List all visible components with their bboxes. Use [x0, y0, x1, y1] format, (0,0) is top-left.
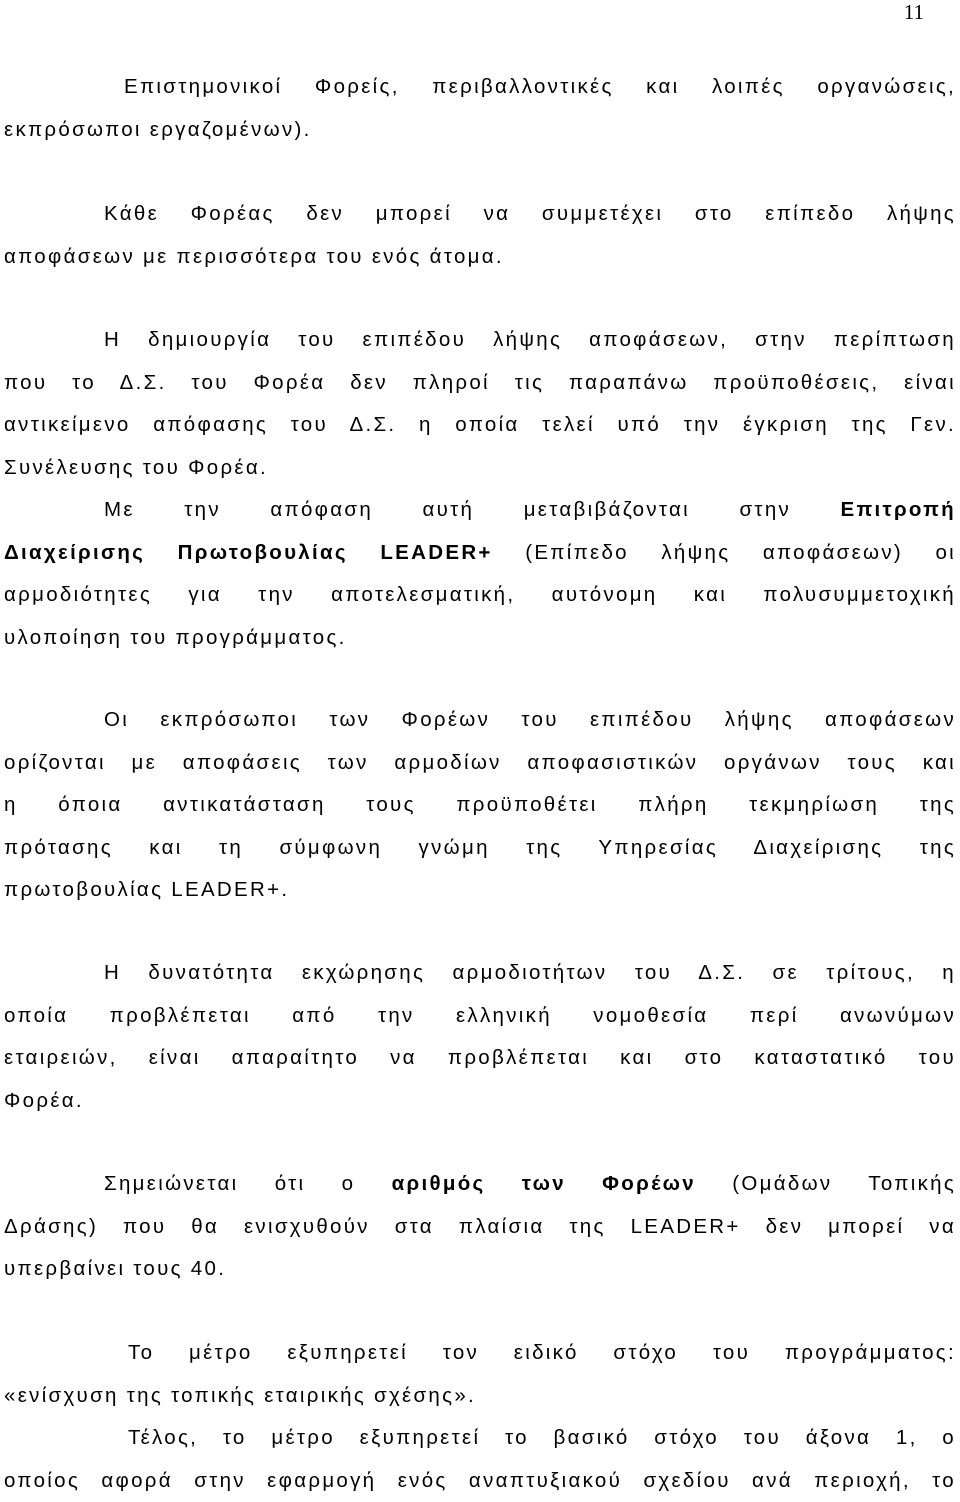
- text-line: οποίος αφορά στην εφαρμογή ενός αναπτυξιακού σχεδίου ανά περιοχή, το: [4, 1460, 956, 1502]
- text-line: Τέλος, το μέτρο εξυπηρετεί το βασικό στόχο του άξονα 1, ο: [4, 1417, 956, 1460]
- text-line: αντικείμενο απόφασης του Δ.Σ. η οποία τελεί υπό την έγκριση της Γεν.: [4, 404, 956, 447]
- text-segment: Σημειώνεται ότι ο: [104, 1172, 355, 1195]
- text-segment: (Ομάδων Τοπικής: [732, 1172, 956, 1195]
- text-line: που το Δ.Σ. του Φορέα δεν πληροί τις παραπάνω προϋποθέσεις, είναι: [4, 362, 956, 405]
- text-line: Επιστημονικοί Φορείς, περιβαλλοντικές και λοιπές οργανώσεις,: [4, 66, 956, 109]
- paragraph-measure-objectives: [4, 1332, 956, 1502]
- text-line: Το μέτρο εξυπηρετεί τον ειδικό στόχο του προγράμματος:: [4, 1332, 956, 1375]
- text-line: εταιρειών, είναι απαραίτητο να προβλέπεται και στο καταστατικό του: [4, 1037, 956, 1080]
- committee-term: Διαχείρισης Πρωτοβουλίας LEADER+: [4, 541, 493, 564]
- text-line: Συνέλευσης του Φορέα.: [4, 447, 956, 490]
- paragraph-committee-transfer: [4, 489, 956, 659]
- text-line: οποία προβλέπεται από την ελληνική νομοθεσία περί ανωνύμων: [4, 995, 956, 1038]
- committee-term: Επιτροπή: [841, 498, 956, 521]
- text-line: [4, 532, 956, 575]
- text-segment: Με την απόφαση αυτή μεταβιβάζονται στην: [104, 498, 791, 521]
- text-line: [4, 489, 956, 532]
- paragraph-organizations: [4, 66, 956, 151]
- paragraph-single-representative: [4, 193, 956, 278]
- text-line: αρμοδιότητες για την αποτελεσματική, αυτόνομη και πολυσυμμετοχική: [4, 574, 956, 617]
- text-line: Φορέα.: [4, 1080, 956, 1123]
- text-line: Η δυνατότητα εκχώρησης αρμοδιοτήτων του Δ.Σ. σε τρίτους, η: [4, 952, 956, 995]
- text-line: αποφάσεων με περισσότερα του ενός άτομα.: [4, 236, 956, 279]
- text-line: Η δημιουργία του επιπέδου λήψης αποφάσεων, στην περίπτωση: [4, 319, 956, 362]
- bodies-count-term: αριθμός των Φορέων: [392, 1172, 696, 1195]
- paragraph-delegation: [4, 952, 956, 1122]
- text-line: Δράσης) που θα ενισχυθούν στα πλαίσια της LEADER+ δεν μπορεί να: [4, 1206, 956, 1249]
- paragraph-representatives: [4, 699, 956, 912]
- text-line: πρωτοβουλίας LEADER+.: [4, 869, 956, 912]
- text-line: υπερβαίνει τους 40.: [4, 1248, 956, 1291]
- text-line: η όποια αντικατάσταση τους προϋποθέτει πλήρη τεκμηρίωση της: [4, 784, 956, 827]
- text-line: [4, 1163, 956, 1206]
- text-line: «ενίσχυση της τοπικής εταιρικής σχέσης».: [4, 1375, 956, 1418]
- text-line: πρότασης και τη σύμφωνη γνώμη της Υπηρεσίας Διαχείρισης της: [4, 827, 956, 870]
- text-line: Οι εκπρόσωποι των Φορέων του επιπέδου λήψης αποφάσεων: [4, 699, 956, 742]
- text-line: ορίζονται με αποφάσεις των αρμοδίων αποφασιστικών οργάνων τους και: [4, 742, 956, 785]
- text-segment: (Επίπεδο λήψης αποφάσεων) οι: [525, 541, 956, 564]
- text-line: Κάθε Φορέας δεν μπορεί να συμμετέχει στο επίπεδο λήψης: [4, 193, 956, 236]
- text-line: εκπρόσωποι εργαζομένων).: [4, 109, 956, 152]
- text-line: υλοποίηση του προγράμματος.: [4, 617, 956, 660]
- paragraph-decision-level-creation: [4, 319, 956, 489]
- paragraph-number-of-bodies: [4, 1163, 956, 1291]
- page-number: 11: [904, 0, 924, 25]
